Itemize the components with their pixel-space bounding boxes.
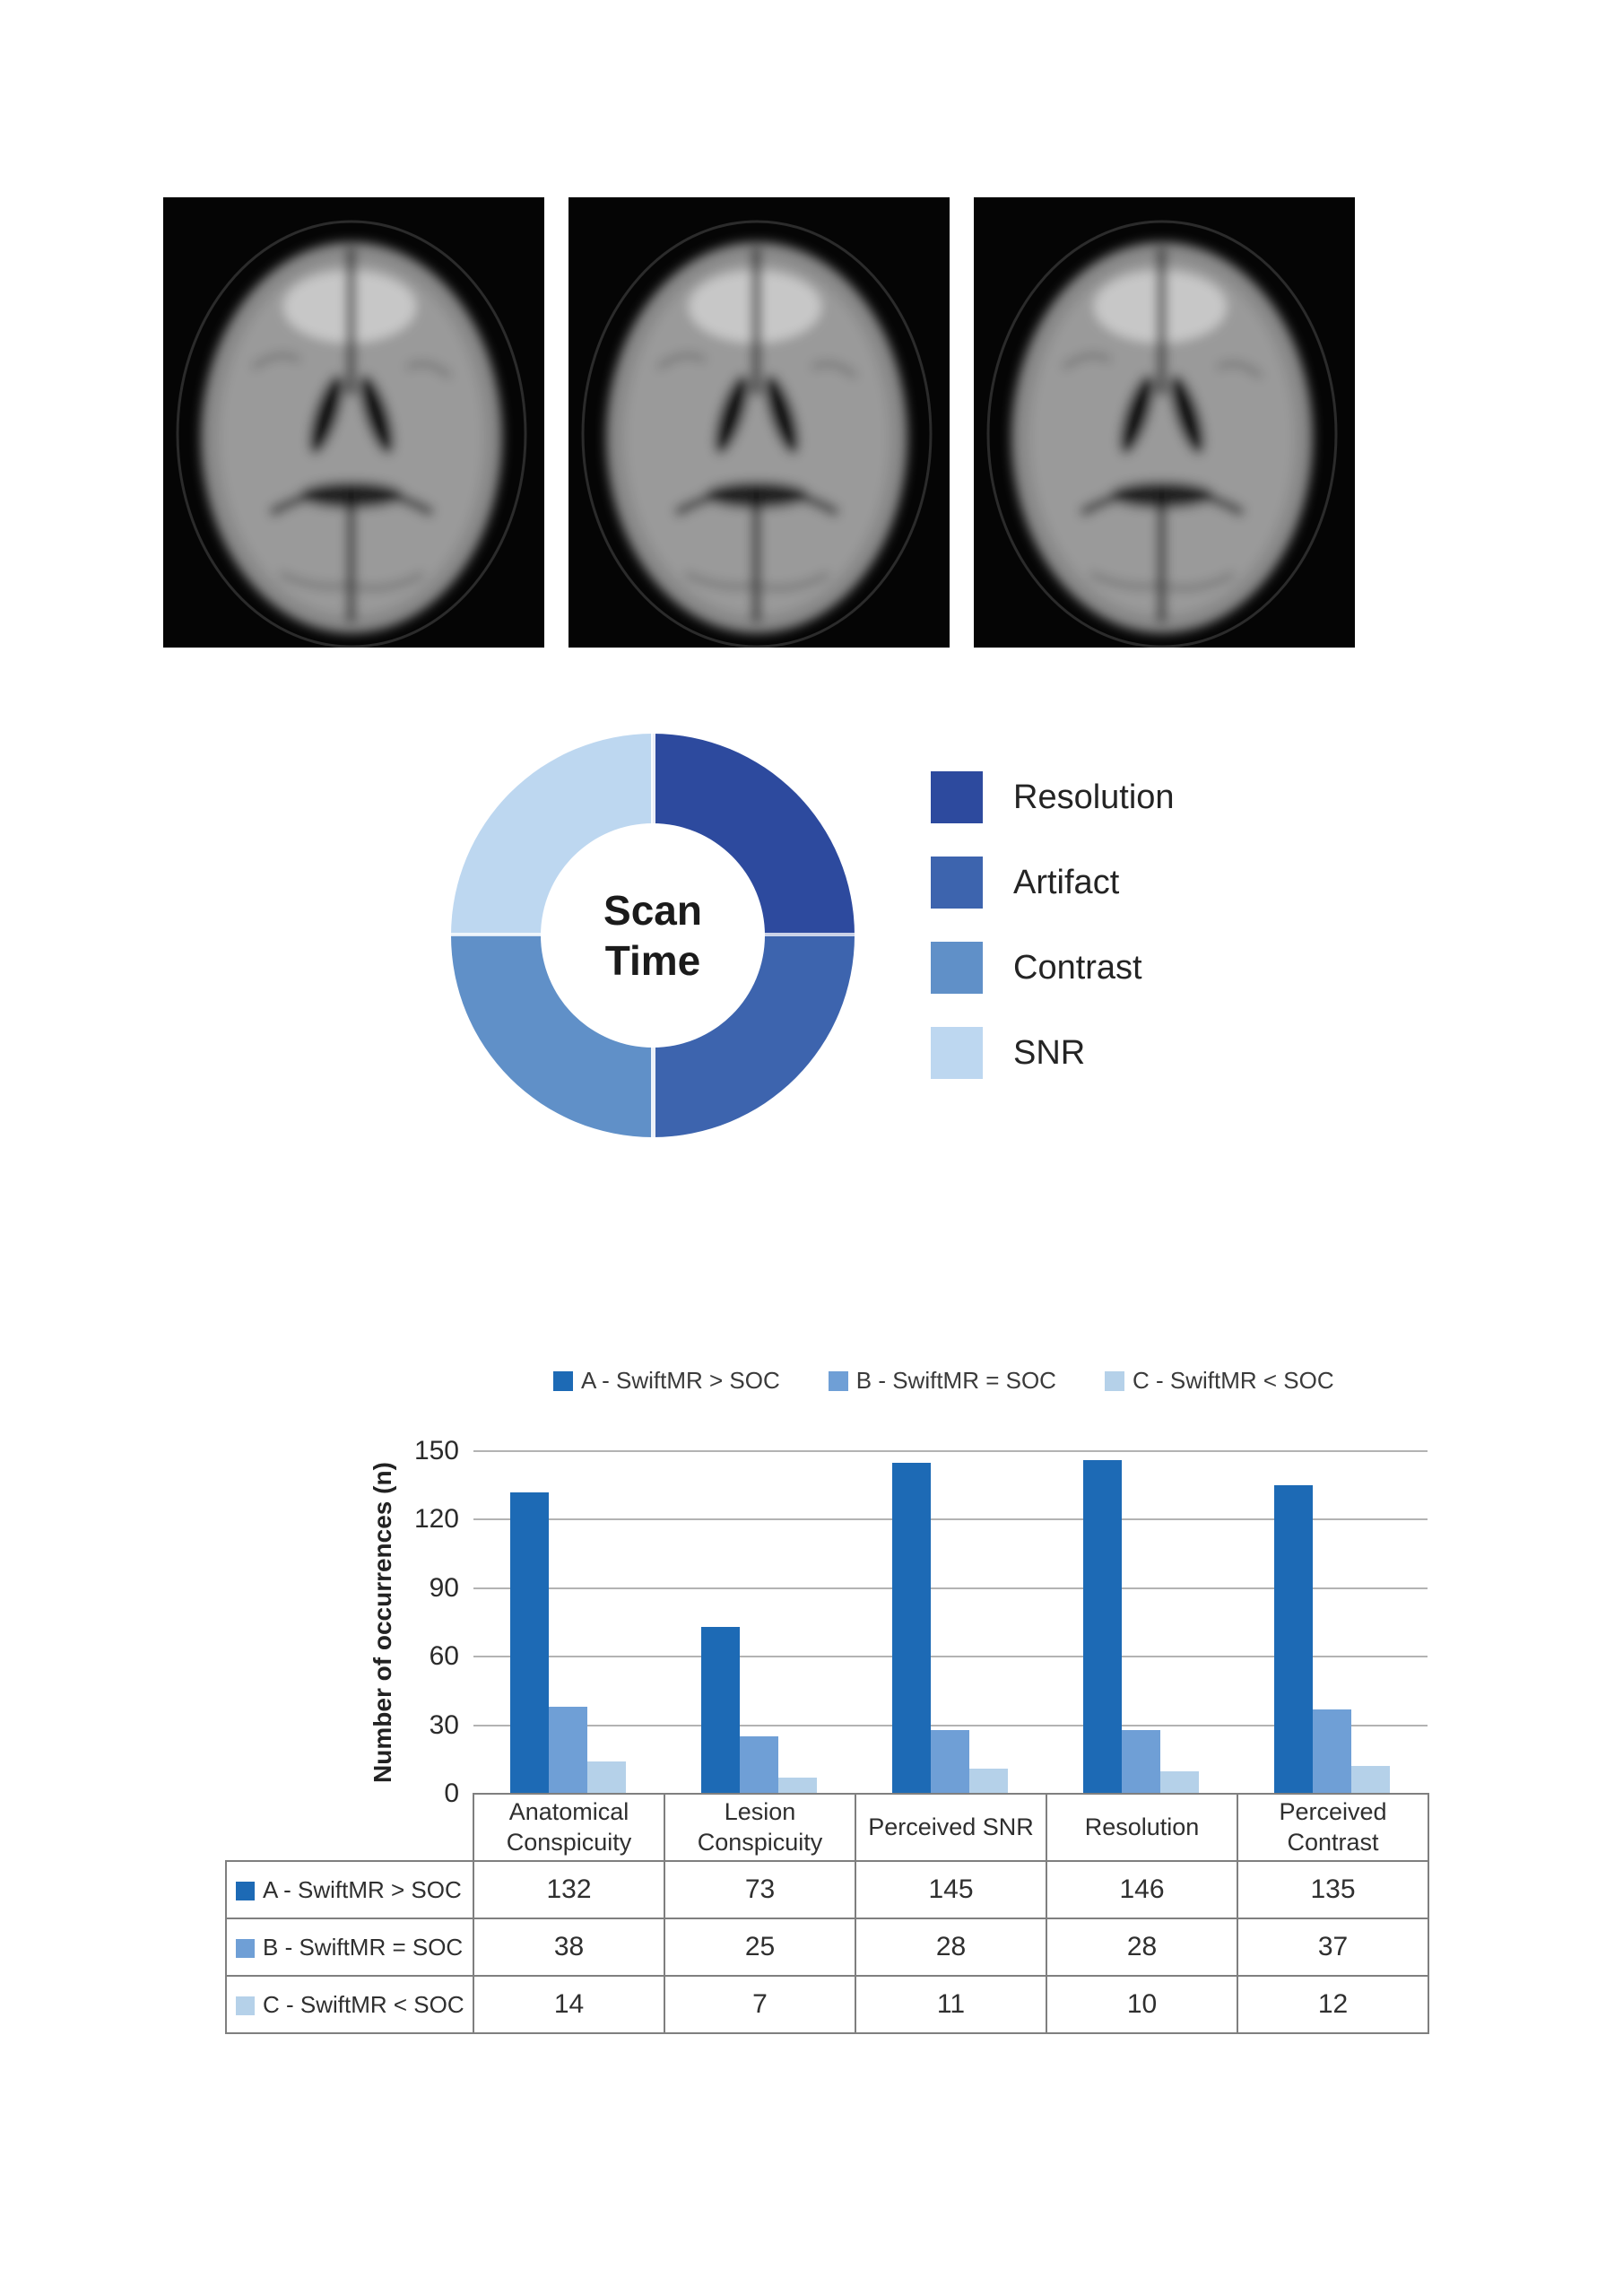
legend-label: B - SwiftMR = SOC — [855, 1367, 1056, 1394]
bar-b-lesion-conspicuity — [740, 1736, 778, 1794]
value-cell: 135 — [1237, 1861, 1428, 1918]
table-body — [226, 1861, 1428, 2033]
legend-swatch — [931, 857, 983, 909]
y-tick-90: 90 — [429, 1572, 459, 1603]
legend-label: SNR — [1013, 1033, 1086, 1072]
column-header-lesion-conspicuity: Lesion Conspicuity — [664, 1794, 855, 1861]
y-tick-150: 150 — [413, 1436, 459, 1465]
value-cell: 37 — [1237, 1918, 1428, 1976]
bar-b-perceived-snr — [931, 1730, 969, 1794]
value-cell: 73 — [664, 1861, 855, 1918]
donut-legend-item-snr — [931, 1027, 1175, 1079]
brain-mri-illustration — [568, 197, 950, 648]
donut-legend — [931, 771, 1175, 1079]
legend-swatch — [236, 1939, 255, 1958]
legend-swatch — [931, 1027, 983, 1079]
donut-legend-item-artifact — [931, 857, 1175, 909]
value-cell: 25 — [664, 1918, 855, 1976]
column-header-perceived-snr: Perceived SNR — [855, 1794, 1046, 1861]
donut-center-line1: Scan — [603, 886, 702, 934]
bar-c-perceived-contrast — [1351, 1766, 1390, 1794]
row-label-cell — [226, 1861, 473, 1918]
legend-swatch — [931, 771, 983, 823]
legend-swatch — [236, 1882, 255, 1900]
value-cell: 10 — [1046, 1976, 1237, 2033]
legend-label: C - SwiftMR < SOC — [1132, 1367, 1334, 1394]
brain-mri-illustration — [974, 197, 1355, 648]
y-tick-30: 30 — [429, 1709, 459, 1740]
bar-b-resolution — [1122, 1730, 1160, 1794]
results-table — [225, 1793, 1429, 2034]
row-label: C - SwiftMR < SOC — [263, 1990, 464, 2018]
value-cell: 7 — [664, 1976, 855, 2033]
bar-legend-item-c — [1105, 1367, 1334, 1395]
bar-a-perceived-snr — [892, 1463, 931, 1794]
row-label-cell — [226, 1918, 473, 1976]
bar-a-lesion-conspicuity — [701, 1627, 740, 1794]
donut-center-line2: Time — [604, 937, 701, 984]
bar-a-anatomical-conspicuity — [510, 1492, 549, 1794]
bar-legend-item-b — [829, 1367, 1056, 1395]
legend-label: A - SwiftMR > SOC — [581, 1367, 780, 1394]
value-cell: 28 — [1046, 1918, 1237, 1976]
value-cell: 146 — [1046, 1861, 1237, 1918]
legend-label: Resolution — [1013, 778, 1175, 816]
brain-mri-illustration — [163, 197, 544, 648]
donut-center-label — [541, 823, 765, 1048]
bar-b-anatomical-conspicuity — [549, 1707, 587, 1794]
bar-c-resolution — [1160, 1771, 1199, 1794]
value-cell: 12 — [1237, 1976, 1428, 2033]
table-row-a — [226, 1861, 1428, 1918]
y-tick-60: 60 — [429, 1641, 459, 1672]
column-header-perceived-contrast: Perceived Contrast — [1237, 1794, 1428, 1861]
row-label: B - SwiftMR = SOC — [263, 1933, 464, 1961]
row-label: A - SwiftMR > SOC — [263, 1875, 462, 1903]
y-axis-label: Number of occurrences (n) — [369, 1462, 396, 1783]
legend-swatch — [1105, 1371, 1124, 1391]
brain-mri-image-1 — [163, 197, 544, 648]
legend-swatch — [553, 1371, 573, 1391]
bar-c-lesion-conspicuity — [778, 1778, 817, 1794]
value-cell: 11 — [855, 1976, 1046, 2033]
bar-a-resolution — [1083, 1460, 1122, 1794]
row-label-cell — [226, 1976, 473, 2033]
table-row-b — [226, 1918, 1428, 1976]
bar-legend-item-a — [553, 1367, 780, 1395]
brain-mri-image-3 — [974, 197, 1355, 648]
bar-chart-legend — [553, 1367, 1334, 1395]
y-tick-120: 120 — [413, 1504, 459, 1535]
column-header-anatomical-conspicuity: Anatomical Conspicuity — [473, 1794, 664, 1861]
bar-a-perceived-contrast — [1274, 1485, 1313, 1794]
bar-b-perceived-contrast — [1313, 1709, 1351, 1794]
legend-label: Artifact — [1013, 863, 1120, 901]
brain-mri-image-2 — [568, 197, 950, 648]
value-cell: 132 — [473, 1861, 664, 1918]
legend-swatch — [236, 1996, 255, 2015]
value-cell: 38 — [473, 1918, 664, 1976]
value-cell: 145 — [855, 1861, 1046, 1918]
y-tick-0: 0 — [444, 1779, 459, 1808]
bar-c-anatomical-conspicuity — [587, 1761, 626, 1794]
table-row-c — [226, 1976, 1428, 2033]
donut-legend-item-resolution — [931, 771, 1175, 823]
legend-swatch — [931, 942, 983, 994]
bar-c-perceived-snr — [969, 1769, 1008, 1794]
value-cell: 14 — [473, 1976, 664, 2033]
table-header-row — [226, 1794, 1428, 1861]
legend-label: Contrast — [1013, 948, 1142, 987]
column-header-resolution: Resolution — [1046, 1794, 1237, 1861]
legend-swatch — [829, 1371, 848, 1391]
donut-legend-item-contrast — [931, 942, 1175, 994]
table-corner-cell — [226, 1794, 473, 1861]
value-cell: 28 — [855, 1918, 1046, 1976]
gridline-150 — [473, 1450, 1428, 1452]
